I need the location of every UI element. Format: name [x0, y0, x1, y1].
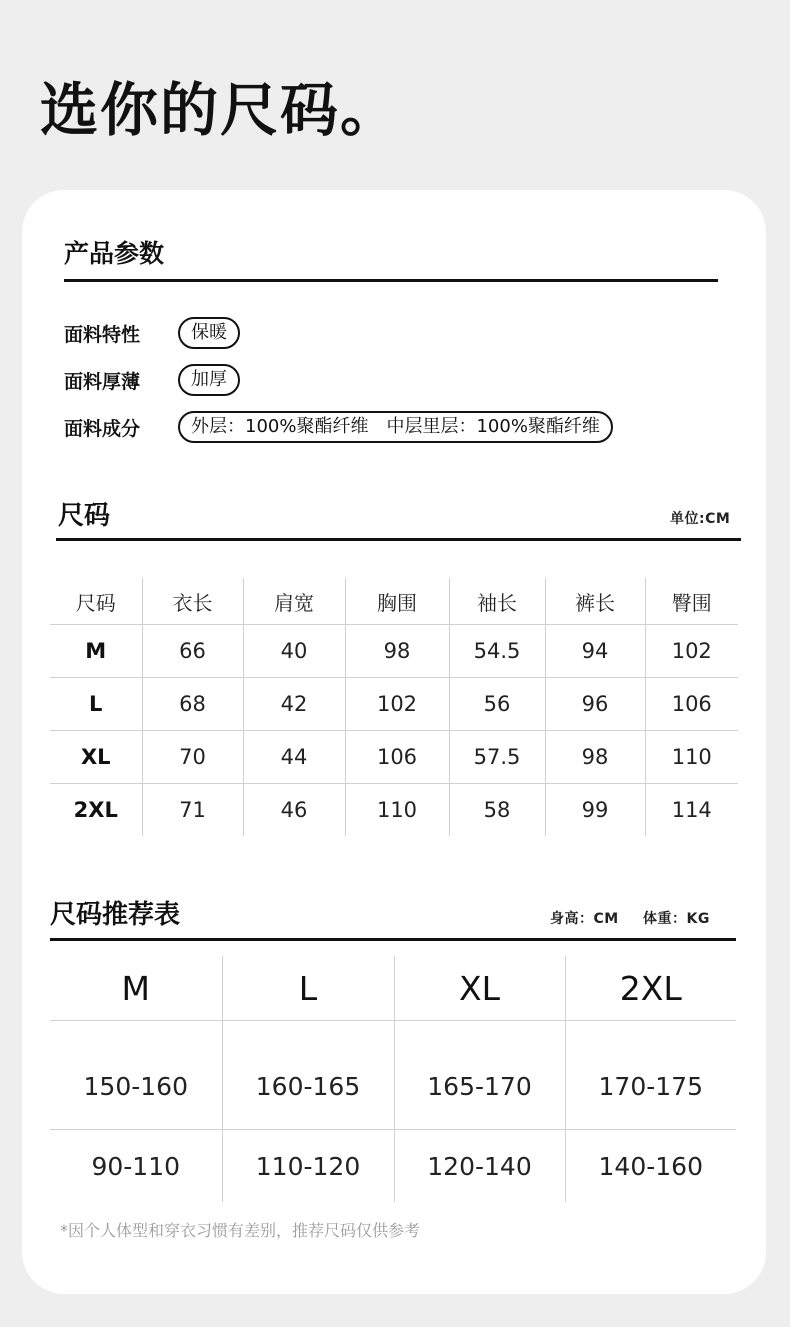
header-cell: 衣长: [142, 578, 243, 625]
param-label: 面料成分: [64, 417, 141, 440]
header-cell: 袖长: [449, 578, 545, 625]
header-cell: 尺码: [75, 590, 116, 615]
size-cell: M: [121, 968, 150, 1008]
table-cell: XL: [50, 731, 142, 784]
param-value-pill: 保暖: [178, 317, 240, 349]
table-row: [50, 625, 738, 678]
param-row-composition: [64, 410, 613, 444]
product-params-divider: [64, 279, 718, 282]
recommend-weight-row: [50, 1130, 736, 1203]
size-chart-title: 尺码: [58, 501, 111, 531]
weight-range-cell: 140-160: [565, 1130, 736, 1203]
table-cell: 71: [142, 784, 243, 837]
table-cell: 102: [345, 678, 449, 731]
table-row: [50, 731, 738, 784]
table-cell: 110: [345, 784, 449, 837]
table-cell: 44: [243, 731, 345, 784]
height-range-cell: 165-170: [394, 1021, 565, 1130]
table-cell: 66: [142, 625, 243, 678]
table-cell: 110: [645, 731, 738, 784]
param-label: 面料特性: [64, 323, 141, 346]
recommend-height-row: [50, 1021, 736, 1130]
page-title: 选你的尺码。: [40, 76, 401, 144]
param-value-pill: 外层：100%聚酯纤维 中层里层：100%聚酯纤维: [178, 411, 613, 443]
table-cell: 70: [142, 731, 243, 784]
header-cell: 肩宽: [243, 578, 345, 625]
size-cell: L: [222, 956, 394, 1021]
weight-range-cell: 110-120: [222, 1130, 394, 1203]
size-chart-unit: 单位:CM: [670, 511, 731, 527]
param-row-warmth: [64, 316, 240, 350]
table-cell: 57.5: [449, 731, 545, 784]
size-chart-table: [50, 578, 738, 836]
param-row-thickness: [64, 363, 240, 397]
recommend-unit-height: 身高：CM: [550, 911, 619, 927]
param-label: 面料厚薄: [64, 370, 141, 393]
size-cell: XL: [394, 956, 565, 1021]
table-cell: 54.5: [449, 625, 545, 678]
table-cell: 114: [645, 784, 738, 837]
product-params-title: 产品参数: [64, 239, 165, 268]
table-cell: M: [50, 625, 142, 678]
recommend-divider: [50, 938, 736, 941]
size-info-card: [22, 190, 766, 1294]
table-cell: 2XL: [50, 784, 142, 837]
table-cell: 106: [345, 731, 449, 784]
weight-range-cell: 90-110: [50, 1130, 222, 1203]
table-cell: 46: [243, 784, 345, 837]
header-cell: 裤长: [545, 578, 645, 625]
recommend-title: 尺码推荐表: [50, 900, 181, 930]
table-row: [50, 784, 738, 837]
height-range-cell: 160-165: [222, 1021, 394, 1130]
table-cell: 56: [449, 678, 545, 731]
table-cell: 98: [345, 625, 449, 678]
table-cell: 68: [142, 678, 243, 731]
table-cell: 96: [545, 678, 645, 731]
table-row: [50, 678, 738, 731]
param-value-pill: 加厚: [178, 364, 240, 396]
table-cell: 99: [545, 784, 645, 837]
table-cell: L: [50, 678, 142, 731]
table-cell: 58: [449, 784, 545, 837]
size-chart-header-row: [50, 578, 738, 625]
table-cell: 106: [645, 678, 738, 731]
size-chart-divider: [56, 538, 741, 541]
height-range-cell: 170-175: [565, 1021, 736, 1130]
header-cell: 胸围: [345, 578, 449, 625]
recommend-table: [50, 956, 736, 1202]
table-cell: 94: [545, 625, 645, 678]
table-cell: 40: [243, 625, 345, 678]
weight-range-cell: 120-140: [394, 1130, 565, 1203]
recommend-size-row: [50, 956, 736, 1021]
header-cell: 臀围: [645, 578, 738, 625]
recommend-unit-weight: 体重：KG: [643, 911, 710, 927]
table-cell: 102: [645, 625, 738, 678]
table-cell: 42: [243, 678, 345, 731]
height-range-cell: 150-160: [50, 1021, 222, 1130]
disclaimer-note: *因个人体型和穿衣习惯有差别，推荐尺码仅供参考: [60, 1221, 421, 1240]
table-cell: 98: [545, 731, 645, 784]
size-cell: 2XL: [565, 956, 736, 1021]
